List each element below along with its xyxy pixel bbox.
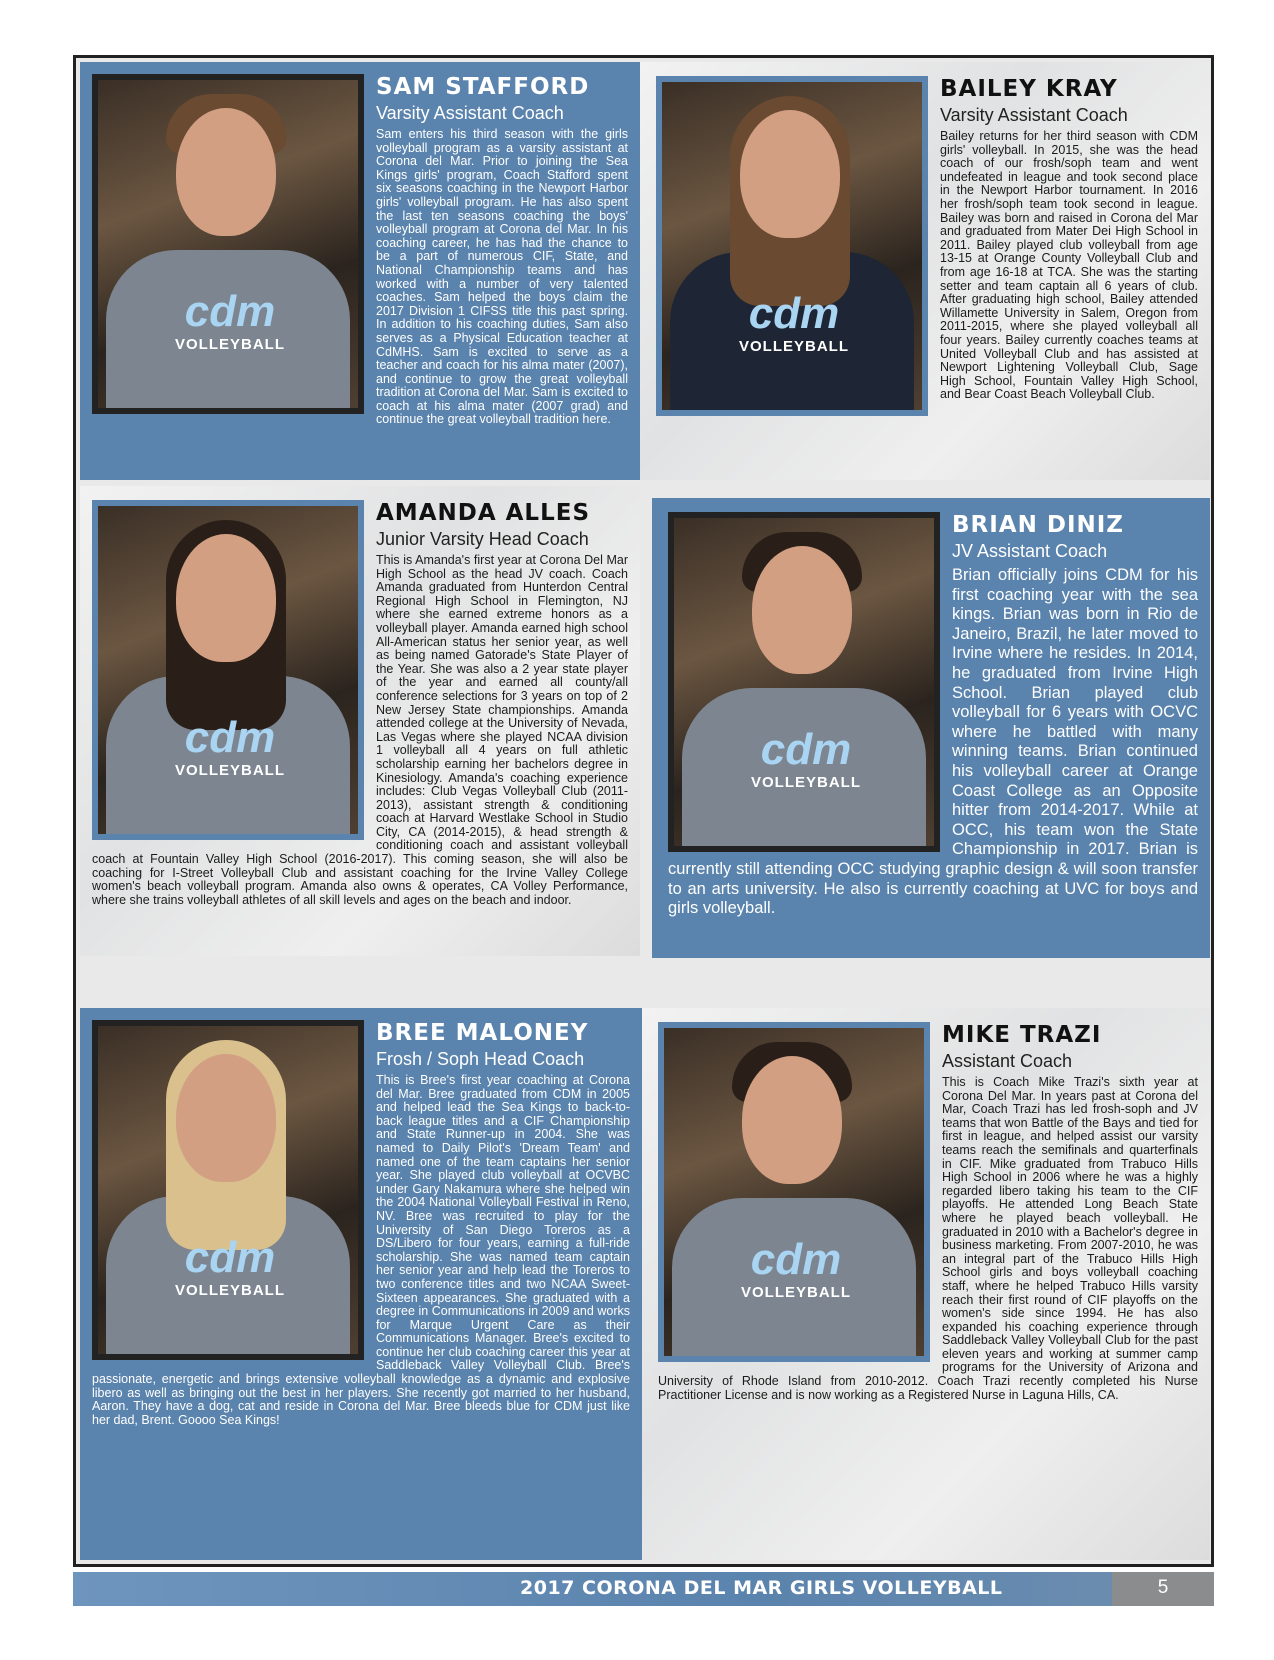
shirt-logo: cdm — [750, 1235, 842, 1284]
page-frame — [73, 55, 1214, 1567]
coach-card-brian-diniz — [652, 498, 1210, 958]
head-shape — [742, 1056, 842, 1184]
coach-role: Varsity Assistant Coach — [940, 105, 1128, 125]
coach-role: Junior Varsity Head Coach — [376, 529, 589, 549]
head-shape — [740, 110, 840, 238]
coach-role: JV Assistant Coach — [952, 541, 1108, 561]
shirt-logo: cdm — [748, 289, 840, 338]
coach-role: Varsity Assistant Coach — [376, 103, 564, 123]
shirt-logo: cdm — [184, 1233, 276, 1282]
coach-bio: Bailey returns for her third season with CDM girls' volleyball. In 2015, she was the head coach of our frosh/soph team and went undefeated in league and took second place in the Newport Harbor tournament. In 2016 her frosh/soph team took second in league. Bailey was born and raised in Corona del Mar and graduated from Mater Dei High School in 2011. Bailey played club volleyball from age 13-15 at Orange County Volleyball Club and from age 16-18 at TCA. She was the starting setter and team captain all 6 years of club. After graduating high school, Bailey attended Willamette University in Salem, Oregon from 2011-2015, where she played volleyball all four years. Bailey currently coaches teams at United Volleyball Club and has assisted at Newport Lightening Volleyball Club, Sage High School, Fountain Valley High School, and Bear Coast Beach Volleyball Club. — [940, 129, 1198, 402]
shirt-logo-subtext: VOLLEYBALL — [175, 336, 285, 353]
coach-bio: This is Bree's first year coaching at Corona del Mar. Bree graduated from CDM in 2005 and helped lead the Sea Kings to back-to-back league titles and a CIF Championship and State Runner-up in 2004. She was named to Daily Pilot's 'Dream Team' and named one of the team captains her senior year. She played club volleyball at OCVBC under Gary Nakamura where she helped win the 2004 National Volleyball Festival in Reno, NV. Bree was recruited to play for the University of San Diego Toreros as a DS/Libero for four years, earning a full-ride scholarship. She was named team captain her senior year and help lead the Toreros to two conference titles and two NCAA Sweet-Sixteen appearances. She graduated with a degree in Communications in 2009 and works for Marque Urgent Care as their Communications Manager. Bree's excited to continue her club coaching career this year at Saddleback Valley Volleyball Club. Bree's passionate, energetic and brings extensive volleyball knowledge as a dynamic and explosive libero as well as bringing out the best in her players. She recently got married to her husband, Aaron. They have a dog, cat and reside in Corona del Mar. Bree bleeds blue for CDM just like her dad, Brent. Goooo Sea Kings! — [92, 1073, 630, 1427]
footer-title: 2017 CORONA DEL MAR GIRLS VOLLEYBALL — [520, 1577, 1003, 1599]
coach-bio: This is Coach Mike Trazi's sixth year at Corona Del Mar. In years past at Corona del Mar, Coach Trazi has led frosh-soph and JV teams that won Battle of the Bays and tied for first in league, and helped assist our varsity teams reach the semifinals and quarterfinals in CIF. Mike graduated from Trabuco Hills High School in 2006 where he was a highly regarded libero taking his team to the CIF playoffs. He attended Long Beach State where he played beach volleyball. He graduated in 2010 with a Bachelor's degree in business marketing. From 2007-2010, he was an integral part of the Trabuco Hills High School girls and boys volleyball coaching staff, where he helped Trabuco Hills varsity reach their first round of CIF playoffs on the women's side since 1994. He has also expanded his coaching experience through Saddleback Valley Volleyball Club for the past eleven years and working at summer camp programs for the University of Arizona and University of Rhode Island from 2010-2012. Coach Trazi recently completed his Nurse Practitioner License and is now working as a Registered Nurse in Laguna Hills, CA. — [658, 1075, 1198, 1402]
coach-card-mike-trazi — [642, 1008, 1210, 1560]
coach-role: Assistant Coach — [942, 1051, 1073, 1071]
shirt-logo-subtext: VOLLEYBALL — [739, 338, 849, 355]
coach-name: SAM STAFFORD — [376, 74, 590, 100]
head-shape — [176, 534, 276, 662]
head-shape — [176, 1054, 276, 1182]
coach-bio: Sam enters his third season with the girls volleyball program as a varsity assistant at Corona del Mar. Prior to joining the Sea Kings girls' program, Coach Stafford spent six seasons coaching in the Newport Harbor girls' volleyball program. He has also spent the last ten seasons coaching the boys' volleyball program at Corona del Mar. In his coaching career, he has had the chance to be a part of numerous CIF, State, and National Championship teams and has worked with a number of very talented coaches. Sam helped the boys claim the 2017 Division 1 CIFSS title this past spring. In addition to his coaching duties, Sam also serves as a Physical Education teacher at CdMHS. Sam is excited to serve as a teacher and coach for his alma mater (2007), and continue to grow the great volleyball tradition at Corona del Mar. Sam is excited to coach at his alma mater (2007 grad) and continue the great volleyball tradition here. — [376, 127, 628, 427]
coach-bio: This is Amanda's first year at Corona Del Mar High School as the head JV coach. Coach Amanda graduated from Hunterdon Central Regional High School in Flemington, NJ where she earned extreme honors as a volleyball player. Amanda earned high school All-American status her senior year, as well as being named Gatorade's State Player of the Year. She was also a 2 year state player of the year and earned all county/all conference selections for 3 years on top of 2 New Jersey State championships. Amanda attended college at the University of Nevada, Las Vegas where she played NCAA division 1 volleyball all 4 years on full athletic scholarship earning her bachelors degree in Kinesiology. Amanda's coaching experience includes: Club Vegas Volleyball Club (2011-2013), assistant strength & conditioning coach at Harvard Westlake School in Studio City, CA (2014-2015), & head strength & conditioning coach and assistant volleyball coach at Fountain Valley High School (2016-2017). This coming season, she will also be coaching for I-Street Volleyball Club and assistant coaching for the Irvine Valley College women's beach volleyball program. Amanda also owns & operates, CA Volley Performance, where she trains volleyball athletes of all skill levels and ages on the beach and indoor. — [92, 553, 628, 907]
coach-photo — [92, 74, 364, 414]
shirt-logo-subtext: VOLLEYBALL — [751, 774, 861, 791]
coach-name: BAILEY KRAY — [940, 76, 1118, 102]
coach-name: MIKE TRAZI — [942, 1022, 1102, 1048]
head-shape — [176, 108, 276, 236]
coach-name: BRIAN DINIZ — [952, 512, 1124, 538]
shirt-logo: cdm — [184, 287, 276, 336]
coach-card-sam-stafford — [80, 62, 640, 480]
shirt-logo-subtext: VOLLEYBALL — [175, 1282, 285, 1299]
shirt-logo: cdm — [760, 725, 852, 774]
coach-photo — [92, 500, 364, 840]
coach-card-bree-maloney — [80, 1008, 642, 1560]
coach-name: BREE MALONEY — [376, 1020, 589, 1046]
shirt-logo: cdm — [184, 713, 276, 762]
coach-photo — [668, 512, 940, 852]
shirt-logo-subtext: VOLLEYBALL — [741, 1284, 851, 1301]
coach-photo — [658, 1022, 930, 1362]
head-shape — [752, 546, 852, 674]
page-number: 5 — [1157, 1577, 1169, 1598]
coach-name: AMANDA ALLES — [376, 500, 591, 526]
coach-card-amanda-alles — [80, 486, 640, 956]
coach-photo — [92, 1020, 364, 1360]
coach-role: Frosh / Soph Head Coach — [376, 1049, 585, 1069]
coach-bio: Brian officially joins CDM for his first coaching year with the sea kings. Brian was born in Rio de Janeiro, Brazil, he later moved to Irvine where he resides. In 2014, he graduated from Irvine High School. Brian played club volleyball for 6 years with OCVC where he battled with many winning teams. Brian continued his volleyball career at Orange Coast College as an Opposite hitter from 2014-2017. While at OCC, his team won the State Championship in 2017. Brian is currently still attending OCC studying graphic design & will soon transfer to an arts university. He also is currently coaching at UVC for boys and girls volleyball. — [668, 566, 1198, 918]
shirt-logo-subtext: VOLLEYBALL — [175, 762, 285, 779]
coach-card-bailey-kray — [640, 62, 1210, 480]
coach-photo — [656, 76, 928, 416]
